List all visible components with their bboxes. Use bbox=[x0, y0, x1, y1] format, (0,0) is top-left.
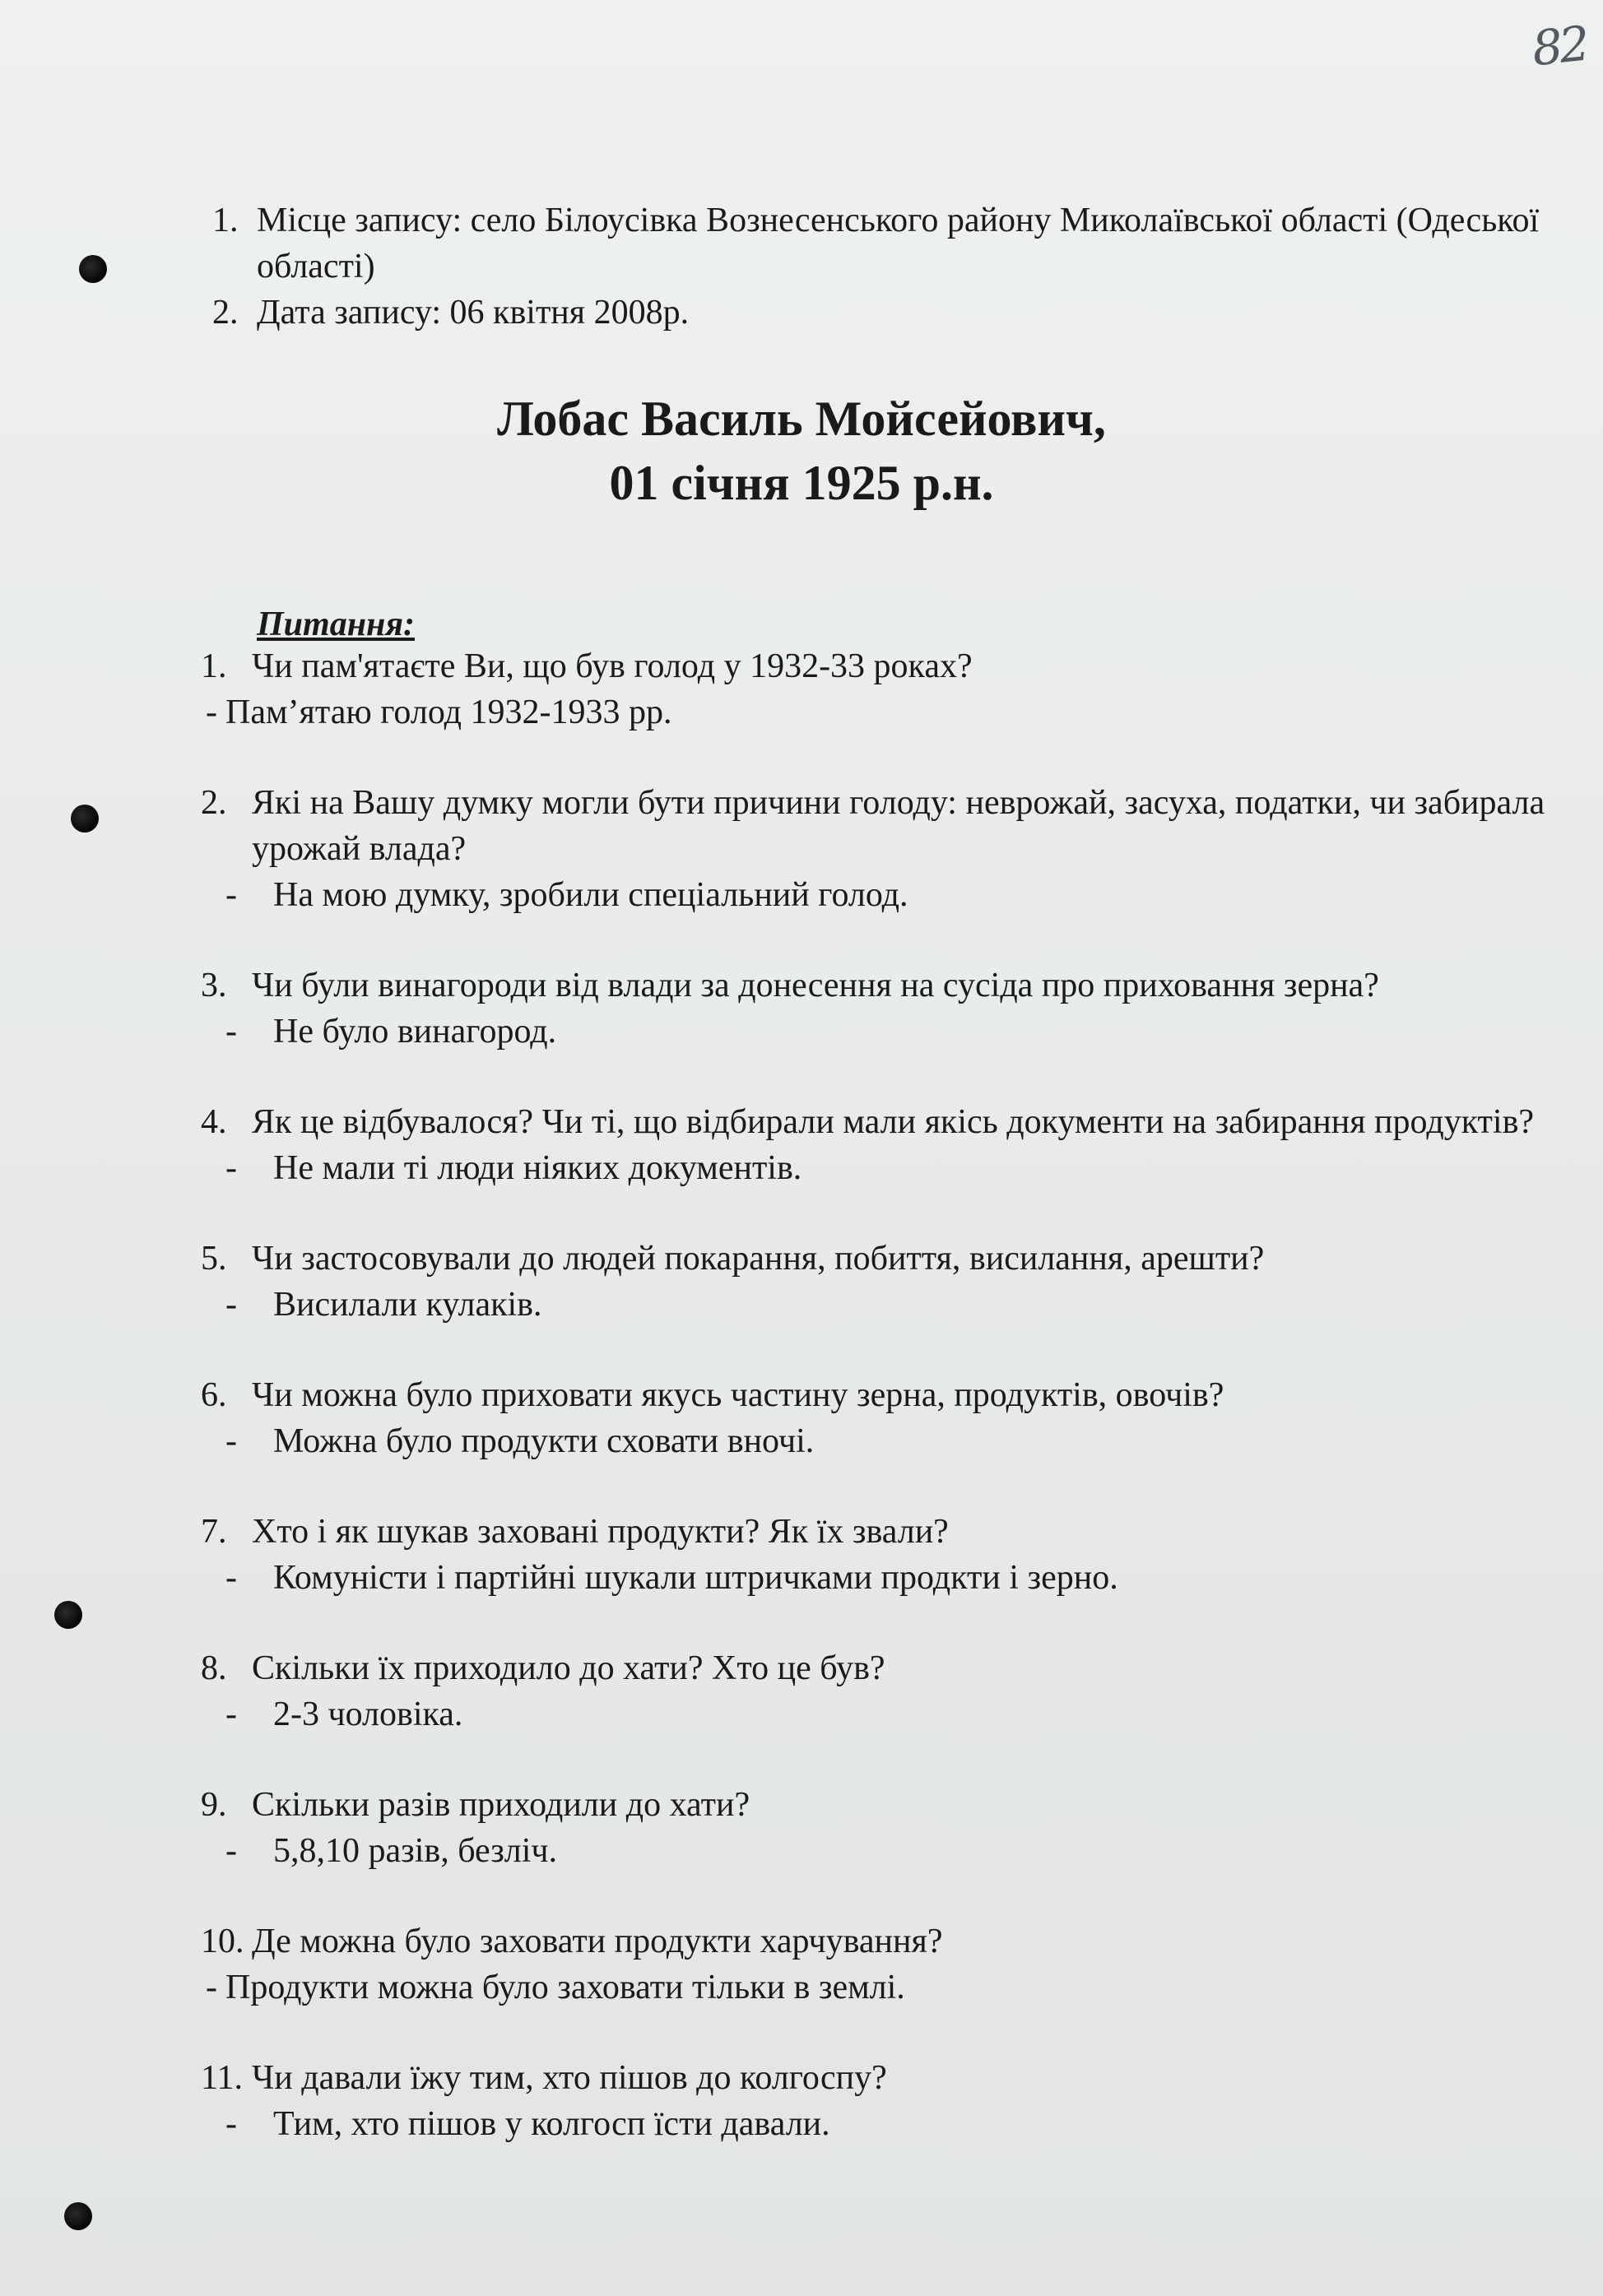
answer-text: Комуністи і партійні шукали штричками продкти і зерно. bbox=[273, 1559, 1118, 1597]
answer: - Висилали кулаків. bbox=[201, 1282, 1583, 1328]
punch-hole bbox=[64, 2202, 92, 2230]
qa-item bbox=[201, 780, 1583, 918]
answer: - Тим, хто пішов у колгосп їсти давали. bbox=[201, 2101, 1583, 2147]
answer: - Не було винагород. bbox=[201, 1009, 1583, 1055]
question-number: 11. bbox=[201, 2059, 243, 2097]
question-text: Чи можна було приховати якусь частину зерна, продуктів, овочів? bbox=[252, 1376, 1224, 1414]
question bbox=[201, 1782, 1583, 1828]
answer-text: 5,8,10 разів, безліч. bbox=[273, 1832, 558, 1870]
answer-text: Можна було продукти сховати вночі. bbox=[273, 1422, 815, 1460]
question-number: 3. bbox=[201, 967, 227, 1004]
question-text: Як це відбувалося? Чи ті, що відбирали мали якісь документи на забирання продуктів? bbox=[252, 1103, 1535, 1141]
record-date-text: Дата запису: 06 квітня 2008р. bbox=[257, 294, 690, 332]
question bbox=[201, 962, 1583, 1009]
answer: - Комуністи і партійні шукали штричками продкти і зерно. bbox=[201, 1555, 1583, 1601]
answer: - На мою думку, зробили спеціальний голод. bbox=[201, 872, 1583, 918]
answer: - Продукти можна було заховати тільки в землі. bbox=[201, 1964, 1583, 2011]
question-number: 2. bbox=[201, 784, 227, 822]
question bbox=[201, 780, 1583, 872]
answer-text: Не мали ті люди ніяких документів. bbox=[273, 1149, 802, 1187]
question-text: Чи були винагороди від влади за донесення на сусіда про приховання зерна? bbox=[252, 967, 1379, 1004]
answer: - Не мали ті люди ніяких документів. bbox=[201, 1145, 1583, 1191]
question bbox=[201, 1645, 1583, 1691]
punch-hole bbox=[54, 1601, 82, 1629]
record-info-list bbox=[212, 197, 1562, 336]
question-number: 4. bbox=[201, 1103, 227, 1141]
answer: - Пам’ятаю голод 1932-1933 рр. bbox=[201, 689, 1583, 735]
question bbox=[201, 1099, 1583, 1145]
answer-text: Не було винагород. bbox=[273, 1013, 557, 1051]
interviewee-title bbox=[0, 387, 1603, 515]
answer: - Можна було продукти сховати вночі. bbox=[201, 1418, 1583, 1464]
answer-text: Продукти можна було заховати тільки в землі. bbox=[225, 1969, 905, 2006]
question bbox=[201, 643, 1583, 689]
qa-item bbox=[201, 1509, 1583, 1601]
answer: - 5,8,10 разів, безліч. bbox=[201, 1828, 1583, 1874]
question-number: 6. bbox=[201, 1376, 227, 1414]
list-number: 1. bbox=[212, 202, 239, 239]
punch-hole bbox=[71, 805, 99, 833]
question bbox=[201, 1509, 1583, 1555]
list-number: 2. bbox=[212, 294, 239, 332]
answer-text: Пам’ятаю голод 1932-1933 рр. bbox=[225, 693, 672, 731]
question bbox=[201, 2055, 1583, 2101]
record-place bbox=[212, 197, 1562, 290]
qa-list bbox=[201, 643, 1583, 2147]
qa-item bbox=[201, 1236, 1583, 1328]
qa-item bbox=[201, 1782, 1583, 1874]
answer: - 2-3 чоловіка. bbox=[201, 1691, 1583, 1737]
question-text: Чи пам'ятаєте Ви, що був голод у 1932-33 роках? bbox=[252, 647, 973, 685]
qa-item bbox=[201, 1918, 1583, 2011]
qa-item bbox=[201, 2055, 1583, 2147]
qa-item bbox=[201, 962, 1583, 1055]
interviewee-name: Лобас Василь Мойсейович, bbox=[497, 392, 1106, 446]
question-text: Скільки їх приходило до хати? Хто це був? bbox=[252, 1649, 885, 1687]
record-date bbox=[212, 290, 1562, 336]
question-number: 10. bbox=[201, 1923, 244, 1960]
question-number: 9. bbox=[201, 1786, 227, 1824]
question-number: 5. bbox=[201, 1240, 227, 1278]
page-number: 82 bbox=[1529, 15, 1590, 77]
question-text: Де можна було заховати продукти харчування? bbox=[252, 1923, 943, 1960]
question-text: Скільки разів приходили до хати? bbox=[252, 1786, 750, 1824]
answer-text: Висилали кулаків. bbox=[273, 1286, 542, 1324]
qa-item bbox=[201, 1645, 1583, 1737]
question-number: 7. bbox=[201, 1513, 227, 1551]
qa-item bbox=[201, 1099, 1583, 1191]
question-text: Чи давали їжу тим, хто пішов до колгоспу? bbox=[252, 2059, 887, 2097]
answer-text: 2-3 чоловіка. bbox=[273, 1695, 463, 1733]
qa-item bbox=[201, 1372, 1583, 1464]
punch-hole bbox=[79, 255, 107, 283]
qa-item bbox=[201, 643, 1583, 735]
question bbox=[201, 1918, 1583, 1964]
question-number: 8. bbox=[201, 1649, 227, 1687]
answer-text: Тим, хто пішов у колгосп їсти давали. bbox=[273, 2105, 830, 2143]
question-text: Які на Вашу думку могли бути причини голоду: неврожай, засуха, податки, чи забирала урожай влада? bbox=[252, 784, 1545, 868]
question-number: 1. bbox=[201, 647, 227, 685]
question-text: Чи застосовували до людей покарання, побиття, висилання, арешти? bbox=[252, 1240, 1265, 1278]
questions-heading: Питання: bbox=[257, 605, 415, 643]
question bbox=[201, 1236, 1583, 1282]
question-text: Хто і як шукав заховані продукти? Як їх звали? bbox=[252, 1513, 949, 1551]
interviewee-birthdate: 01 січня 1925 р.н. bbox=[609, 456, 994, 510]
question bbox=[201, 1372, 1583, 1418]
answer-text: На мою думку, зробили спеціальний голод. bbox=[273, 876, 908, 914]
record-place-text: Місце запису: село Білоусівка Вознесенського району Миколаївської області (Одеської області) bbox=[257, 202, 1540, 285]
